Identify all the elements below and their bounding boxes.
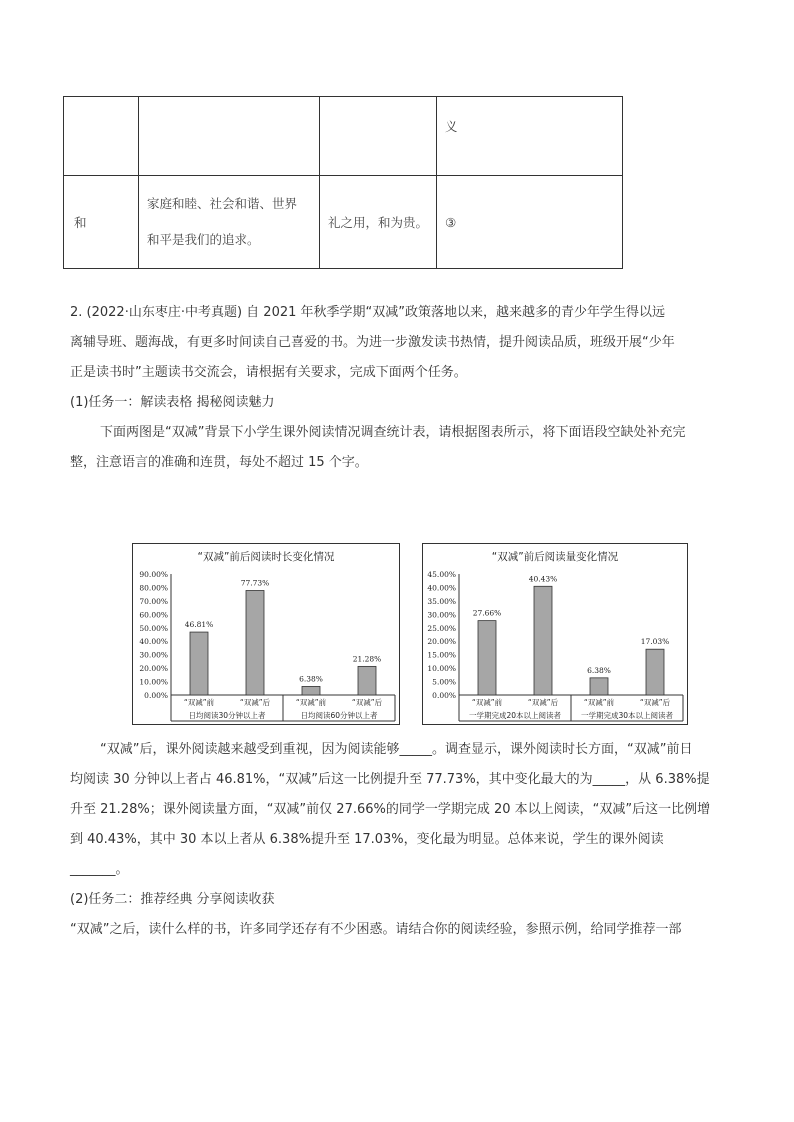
- task1-text: 下面两图是“双减”背景下小学生课外阅读情况调查统计表，请根据图表所示，将下面语段空缺处补充完: [100, 425, 686, 440]
- cell-line: 家庭和睦、社会和谐、世界: [147, 196, 298, 211]
- data-label: 46.81%: [184, 620, 214, 630]
- paragraph-line: 均阅读 30 分钟以上者占 46.81%，“双减”后这一比例提升至 77.73%，其中变化最大的为_____，从 6.38%提: [70, 772, 710, 787]
- table-row: [64, 97, 623, 176]
- x-tick-label: “双减”后: [527, 698, 559, 707]
- question-intro: 离辅导班、题海战，有更多时间读自己喜爱的书。为进一步激发读书热情，提升阅读品质，班级开展“少年: [70, 335, 675, 350]
- bar: [590, 678, 608, 695]
- y-tick-label: 45.00%: [427, 570, 456, 579]
- task2-heading: (2)任务二：推荐经典 分享阅读收获: [70, 892, 275, 907]
- y-tick-label: 10.00%: [427, 664, 456, 674]
- x-tick-label: “双减”后: [639, 698, 671, 707]
- question-block: [70, 298, 730, 478]
- paragraph-line: 到 40.43%，其中 30 本以上者从 6.38%提升至 17.03%，变化最为明显。总体来说，学生的课外阅读: [70, 832, 664, 847]
- paragraph-line: “双减”后，课外阅读越来越受到重视，因为阅读能够_____。调查显示，课外阅读时长方面，“双减”前日: [100, 742, 693, 757]
- y-tick-label: 0.00%: [144, 691, 168, 700]
- cell-line: 和平是我们的追求。: [147, 232, 260, 247]
- data-label: 21.28%: [352, 654, 382, 664]
- data-label: 40.43%: [528, 574, 558, 584]
- table-cell: ③: [437, 176, 623, 269]
- chart-reading-time-svg: [133, 544, 399, 724]
- y-tick-label: 80.00%: [139, 583, 168, 593]
- task1-heading: (1)任务一：解读表格 揭秘阅读魅力: [70, 395, 275, 410]
- table-cell: [139, 97, 320, 176]
- bar: [358, 666, 376, 695]
- table-cell: 和: [64, 176, 139, 269]
- bar: [478, 621, 496, 695]
- bar: [534, 586, 552, 695]
- y-tick-label: 60.00%: [139, 610, 168, 620]
- y-tick-label: 0.00%: [432, 691, 456, 700]
- bar: [646, 649, 664, 695]
- group-label: 日均阅读60分钟以上者: [300, 711, 378, 720]
- data-label: 77.73%: [240, 578, 270, 588]
- data-label: 6.38%: [587, 665, 611, 675]
- paragraph-line: _______。: [70, 862, 129, 877]
- table-cell: [139, 176, 320, 269]
- y-tick-label: 5.00%: [432, 677, 456, 687]
- y-tick-label: 25.00%: [427, 623, 456, 633]
- paragraph-line: 升至 21.28%；课外阅读量方面，“双减”前仅 27.66%的同学一学期完成 20 本以上阅读，“双减”后这一比例增: [70, 802, 711, 817]
- y-tick-label: 35.00%: [427, 596, 456, 606]
- y-tick-label: 40.00%: [139, 637, 168, 647]
- group-label: 一学期完成30本以上阅读者: [580, 711, 674, 720]
- bar: [302, 686, 320, 695]
- chart-title: “双减”前后阅读时长变化情况: [197, 551, 335, 563]
- bar: [190, 632, 208, 695]
- x-tick-label: “双减”前: [183, 698, 215, 707]
- chart-reading-amount-svg: [423, 544, 687, 724]
- question-intro: 2. (2022·山东枣庄·中考真题) 自 2021 年秋季学期“双减”政策落地以来，越来越多的青少年学生得以远: [70, 305, 665, 320]
- chart-reading-amount: [422, 543, 688, 725]
- comparison-table: [63, 96, 623, 269]
- table-cell: 义: [437, 97, 623, 176]
- group-label: 一学期完成20本以上阅读者: [468, 711, 562, 720]
- x-tick-label: “双减”前: [583, 698, 615, 707]
- y-tick-label: 70.00%: [139, 596, 168, 606]
- task2-text: “双减”之后，读什么样的书，许多同学还存有不少困惑。请结合你的阅读经验，参照示例，给同学推荐一部: [70, 922, 682, 937]
- y-tick-label: 10.00%: [139, 677, 168, 687]
- x-tick-label: “双减”前: [295, 698, 327, 707]
- y-tick-label: 20.00%: [139, 664, 168, 674]
- fill-blank-paragraph: [70, 735, 730, 945]
- group-label: 日均阅读30分钟以上者: [188, 711, 266, 720]
- x-tick-label: “双减”前: [471, 698, 503, 707]
- y-tick-label: 50.00%: [139, 623, 168, 633]
- table-cell: 礼之用，和为贵。: [320, 176, 437, 269]
- data-label: 27.66%: [472, 608, 502, 618]
- y-tick-label: 15.00%: [427, 650, 456, 660]
- x-tick-label: “双减”后: [239, 698, 271, 707]
- y-tick-label: 40.00%: [427, 583, 456, 593]
- chart-reading-time: [132, 543, 400, 725]
- task1-text: 整，注意语言的准确和连贯，每处不超过 15 个字。: [70, 455, 368, 470]
- question-intro: 正是读书时”主题读书交流会，请根据有关要求，完成下面两个任务。: [70, 365, 467, 380]
- y-tick-label: 30.00%: [139, 650, 168, 660]
- data-label: 6.38%: [299, 674, 323, 684]
- table-cell: [320, 97, 437, 176]
- y-tick-label: 30.00%: [427, 610, 456, 620]
- chart-title: “双减”前后阅读量变化情况: [491, 551, 619, 563]
- data-label: 17.03%: [640, 637, 670, 647]
- table-cell: [64, 97, 139, 176]
- y-tick-label: 90.00%: [139, 570, 168, 579]
- bar: [246, 590, 264, 695]
- table-row: [64, 176, 623, 269]
- y-tick-label: 20.00%: [427, 637, 456, 647]
- x-tick-label: “双减”后: [351, 698, 383, 707]
